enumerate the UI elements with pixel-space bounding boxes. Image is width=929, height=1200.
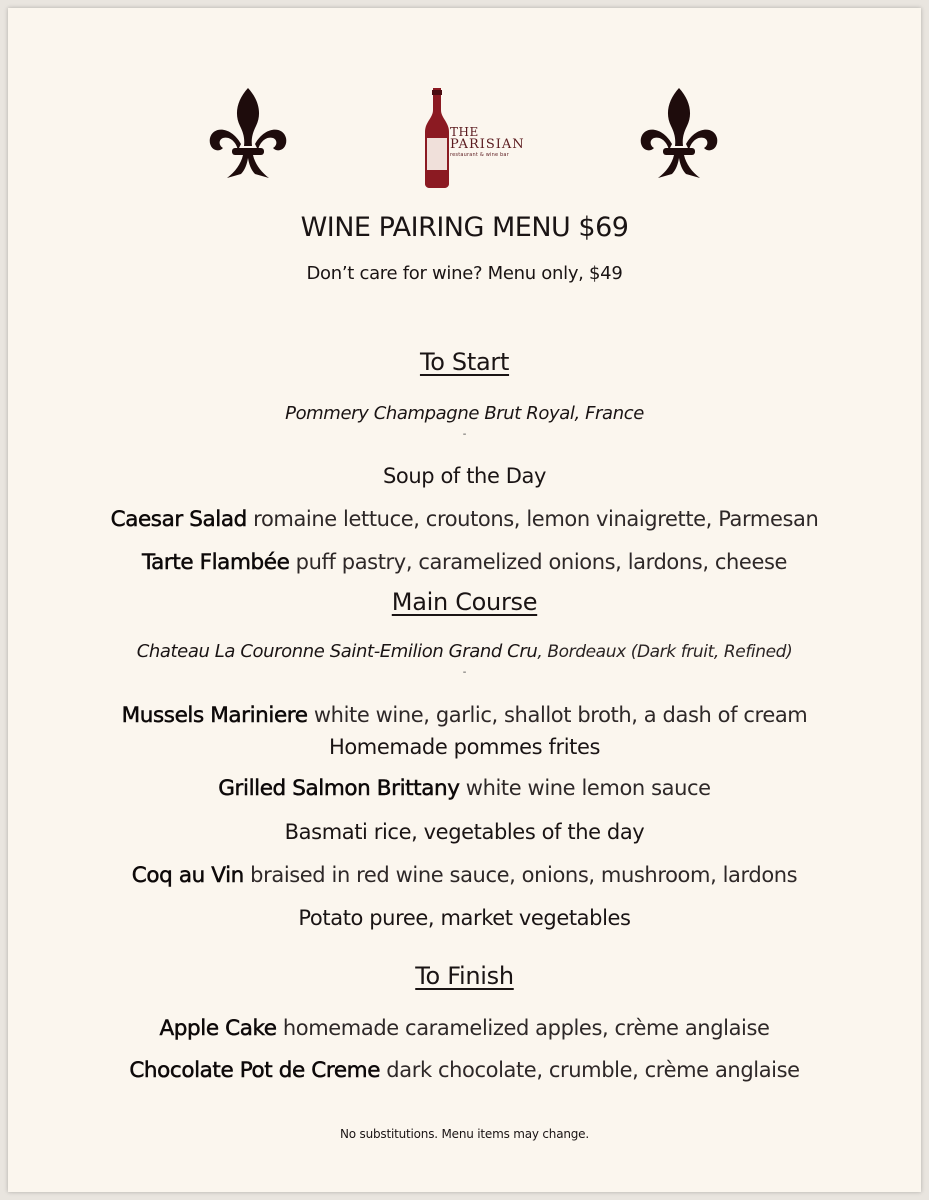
menu-item-side: Potato puree, market vegetables	[298, 906, 631, 930]
menu-item	[8, 863, 921, 888]
menu-header	[8, 78, 921, 188]
section-heading-finish: To Finish	[415, 962, 514, 990]
divider-dash: -	[462, 429, 467, 440]
divider-dash: -	[462, 667, 467, 678]
fleur-de-lis-icon	[638, 86, 720, 182]
menu-footer-note: No substitutions. Menu items may change.	[340, 1127, 589, 1141]
menu-item-desc: romaine lettuce, croutons, lemon vinaigrette, Parmesan	[246, 507, 819, 531]
menu-title: WINE PAIRING MENU $69	[300, 212, 629, 243]
menu-item-desc: white wine, garlic, shallot broth, a dash of cream	[307, 703, 808, 727]
menu-item-name: Coq au Vin	[131, 863, 244, 888]
menu-item	[8, 507, 921, 532]
section-heading-start: To Start	[419, 348, 510, 376]
menu-item-name: Tarte Flambée	[141, 550, 290, 575]
menu-item-desc: white wine lemon sauce	[459, 776, 711, 800]
menu-item-name: Apple Cake	[159, 1016, 277, 1041]
menu-item-desc: braised in red wine sauce, onions, mushroom, lardons	[243, 863, 798, 887]
menu-item	[8, 776, 921, 801]
menu-item-side: Homemade pommes frites	[328, 735, 601, 759]
menu-page	[8, 8, 921, 1192]
the-parisian-logo	[422, 88, 532, 188]
menu-item-name: Chocolate Pot de Creme	[129, 1058, 381, 1083]
section-heading-main: Main Course	[391, 588, 538, 616]
logo-tagline: restaurant & wine bar	[450, 152, 509, 158]
menu-item	[8, 703, 921, 728]
menu-item-name: Caesar Salad	[110, 507, 247, 532]
fleur-de-lis-icon	[207, 86, 289, 182]
menu-item-desc: dark chocolate, crumble, crème anglaise	[380, 1058, 800, 1082]
menu-item-name: Grilled Salmon Brittany	[218, 776, 460, 801]
logo-parisian: PARISIAN	[450, 137, 525, 152]
logo-the: THE	[450, 125, 479, 139]
menu-item-desc: puff pastry, caramelized onions, lardons, cheese	[289, 550, 788, 574]
menu-item-side: Basmati rice, vegetables of the day	[284, 820, 645, 844]
logo-wordmark	[450, 126, 540, 158]
menu-item-name: Mussels Mariniere	[121, 703, 308, 728]
menu-item	[8, 1058, 921, 1083]
menu-item	[8, 550, 921, 575]
main-wine-name: Chateau La Couronne Saint-Emilion Grand Cru	[136, 641, 538, 662]
menu-item-soup: Soup of the Day	[382, 464, 546, 488]
start-wine-pairing: Pommery Champagne Brut Royal, France	[285, 403, 644, 424]
menu-subtitle: Don’t care for wine? Menu only, $49	[306, 263, 623, 284]
menu-item-desc: homemade caramelized apples, crème anglaise	[276, 1016, 770, 1040]
main-wine-pairing	[8, 641, 921, 662]
main-wine-region: , Bordeaux (Dark fruit, Refined)	[537, 642, 793, 662]
wine-bottle-icon	[422, 88, 452, 188]
menu-item	[8, 1016, 921, 1041]
